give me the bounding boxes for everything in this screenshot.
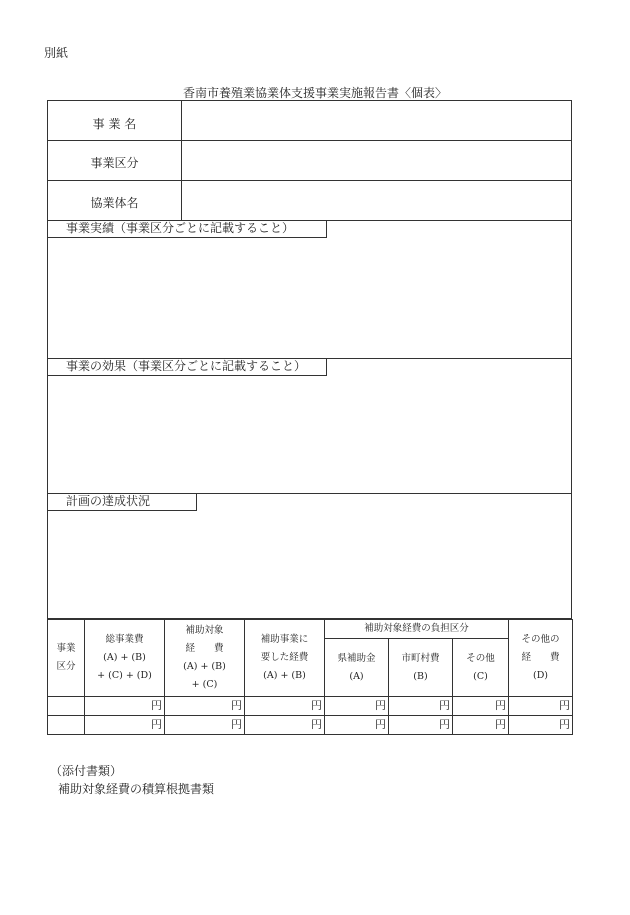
tassei-section-label: 計画の達成状況 bbox=[48, 493, 197, 511]
attachments-heading: （添付書類） bbox=[50, 764, 123, 778]
col-shichoson-header: 市町村費 (B) bbox=[389, 639, 453, 697]
yen-cell: 円 bbox=[85, 697, 165, 716]
betsushi-label: 別紙 bbox=[44, 46, 69, 60]
yen-cell: 円 bbox=[389, 716, 453, 735]
jigyo-kubun-label: 事業区分 bbox=[90, 156, 139, 170]
futan-group-header: 補助対象経費の負担区分 bbox=[325, 620, 509, 639]
yen-cell: 円 bbox=[85, 716, 165, 735]
col-kubun-header: 事業 区分 bbox=[48, 620, 85, 697]
yen-cell: 円 bbox=[325, 697, 389, 716]
koka-section-label: 事業の効果（事業区分ごとに記載すること） bbox=[48, 358, 327, 376]
row-divider bbox=[48, 140, 571, 141]
yen-cell: 円 bbox=[453, 716, 509, 735]
col-sojigyohi-header: 総事業費 (A) + (B) + (C) + (D) bbox=[85, 620, 165, 697]
row-divider bbox=[48, 180, 571, 181]
cost-table bbox=[47, 619, 573, 735]
yen-cell: 円 bbox=[325, 716, 389, 735]
col-hojo-taisho-header: 補助対象 経 費 (A) + (B) + (C) bbox=[165, 620, 245, 697]
document-title: 香南市養殖業協業体支援事業実施報告書〈個表〉 bbox=[182, 86, 447, 100]
yen-cell: 円 bbox=[389, 697, 453, 716]
col-ken-header: 県補助金 (A) bbox=[325, 639, 389, 697]
yen-cell: 円 bbox=[453, 697, 509, 716]
jigyo-mei-label: 事 業 名 bbox=[92, 117, 137, 131]
kubun-cell bbox=[48, 697, 85, 716]
report-form bbox=[47, 100, 572, 619]
yen-cell: 円 bbox=[165, 716, 245, 735]
yen-cell: 円 bbox=[509, 697, 573, 716]
yen-cell: 円 bbox=[165, 697, 245, 716]
label-column-divider bbox=[181, 101, 182, 220]
kubun-cell bbox=[48, 716, 85, 735]
yen-cell: 円 bbox=[245, 697, 325, 716]
table-row bbox=[48, 716, 573, 735]
table-row bbox=[48, 697, 573, 716]
yen-cell: 円 bbox=[245, 716, 325, 735]
col-other-expense-header: その他の 経 費 (D) bbox=[509, 620, 573, 697]
yen-cell: 円 bbox=[509, 716, 573, 735]
attachments-item: 補助対象経費の積算根拠書類 bbox=[58, 782, 215, 796]
jisseki-section-label: 事業実績（事業区分ごとに記載すること） bbox=[48, 220, 327, 238]
col-hojo-jigyo-header: 補助事業に 要した経費 (A) + (B) bbox=[245, 620, 325, 697]
col-sonota-header: その他 (C) bbox=[453, 639, 509, 697]
kyogyotai-mei-label: 協業体名 bbox=[90, 196, 139, 210]
